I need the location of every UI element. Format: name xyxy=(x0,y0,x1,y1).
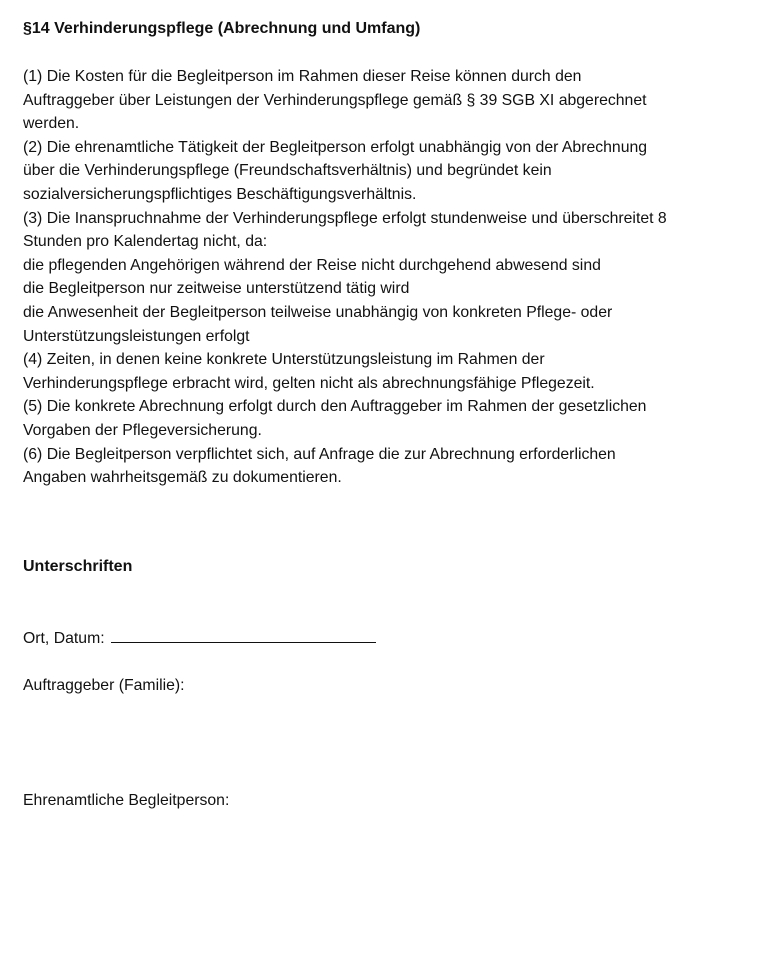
text-line: (6) Die Begleitperson verpflichtet sich, auf Anfrage die zur Abrechnung erforderlichen xyxy=(23,445,616,463)
text-line: (1) Die Kosten für die Begleitperson im Rahmen dieser Reise können durch den xyxy=(23,68,582,85)
place-date-row xyxy=(23,628,376,648)
companion-signature-label: Ehrenamtliche Begleitperson: xyxy=(23,792,230,809)
text-line: Unterstützungsleistungen erfolgt xyxy=(23,327,250,345)
text-line: Stunden pro Kalendertag nicht, da: xyxy=(23,233,268,251)
companion-signature-row xyxy=(23,792,229,810)
place-date-signature-line xyxy=(111,628,376,643)
text-line: Verhinderungspflege erbracht wird, gelten nicht als abrechnungsfähige Pflegezeit. xyxy=(23,374,595,392)
text-line: (4) Zeiten, in denen keine konkrete Unterstützungsleistung im Rahmen der xyxy=(23,351,545,369)
place-date-label: Ort, Datum: xyxy=(23,630,105,647)
text-line: (5) Die konkrete Abrechnung erfolgt durch den Auftraggeber im Rahmen der gesetzlichen xyxy=(23,398,647,416)
document-page xyxy=(23,0,758,960)
text-line: die Begleitperson nur zeitweise unterstützend tätig wird xyxy=(23,280,410,298)
text-line: Angaben wahrheitsgemäß zu dokumentieren. xyxy=(23,469,342,487)
signatures-heading: Unterschriften xyxy=(23,558,133,575)
section-title: §14 Verhinderungspflege (Abrechnung und Umfang) xyxy=(23,20,421,37)
text-line: Vorgaben der Pflegeversicherung. xyxy=(23,421,262,439)
section-body xyxy=(23,65,758,490)
client-signature-row xyxy=(23,677,185,695)
text-line: die Anwesenheit der Begleitperson teilweise unabhängig von konkreten Pflege- oder xyxy=(23,303,613,321)
text-line: (3) Die Inanspruchnahme der Verhinderungspflege erfolgt stundenweise und überschreitet 8 xyxy=(23,209,667,227)
text-line: werden. xyxy=(23,115,80,133)
client-signature-label: Auftraggeber (Familie): xyxy=(23,677,185,694)
text-line: Auftraggeber über Leistungen der Verhinderungspflege gemäß § 39 SGB XI abgerechnet xyxy=(23,91,647,109)
text-line: über die Verhinderungspflege (Freundschaftsverhältnis) und begründet kein xyxy=(23,162,552,180)
text-line: (2) Die ehrenamtliche Tätigkeit der Begleitperson erfolgt unabhängig von der Abrechnung xyxy=(23,138,648,156)
text-line: die pflegenden Angehörigen während der Reise nicht durchgehend abwesend sind xyxy=(23,256,601,274)
text-line: sozialversicherungspflichtiges Beschäftigungsverhältnis. xyxy=(23,185,417,203)
